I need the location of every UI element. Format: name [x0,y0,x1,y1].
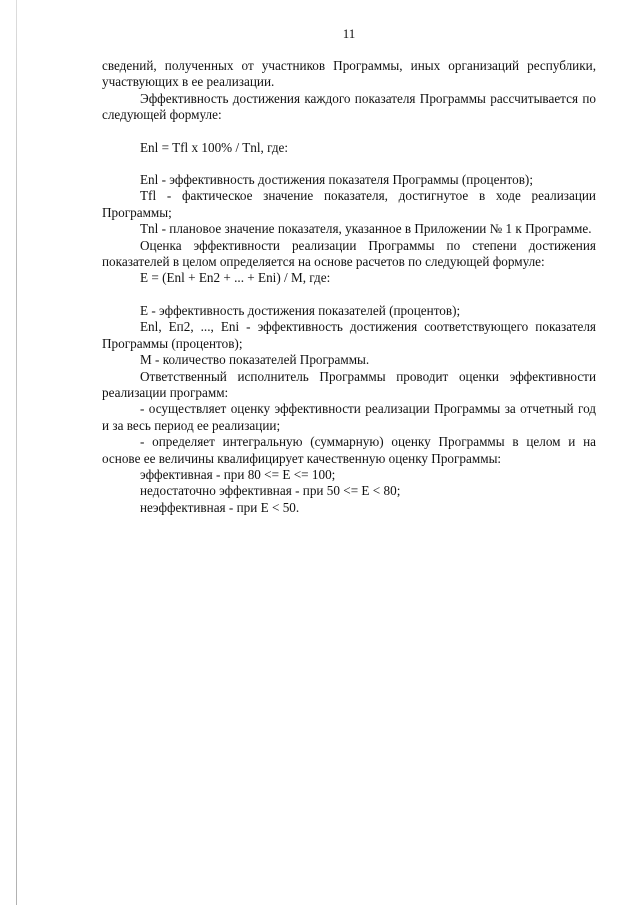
definition-tnl: Tnl - плановое значение показателя, указанное в Приложении № 1 к Программе. [140,221,592,237]
page-number: 11 [342,26,356,41]
formula-overall-efficiency: E = (Enl + En2 + ... + Eni) / M, где: [140,270,331,286]
formula-indicator-efficiency: Enl = Tfl x 100% / Tnl, где: [140,139,289,155]
scan-binding-edge [16,0,17,905]
definition-e: E - эффективность достижения показателей (процентов); [140,302,461,318]
blank-line [102,156,596,172]
blank-line [102,287,596,303]
list-item-annual-assessment: - осуществляет оценку эффективности реализации Программы за отчетный год и за весь период ее реализации; [102,401,596,433]
list-item-integral-assessment: - определяет интегральную (суммарную) оценку Программы в целом и на основе ее величины квалифицирует качественную оценку Программы: [102,434,596,466]
blank-line [102,124,596,140]
definition-eni: Enl, Eп2, ..., Eni - эффективность достижения соответствующего показателя Программы (процентов); [102,319,596,351]
paragraph-continuation: сведений, полученных от участников Программы, иных организаций республики, участвующих в ее реализации. [102,58,596,90]
definition-m: M - количество показателей Программы. [140,352,370,368]
grade-effective: эффективная - при 80 <= E <= 100; [140,466,336,482]
definition-tfl: Tfl - фактическое значение показателя, достигнутое в ходе реализации Программы; [102,188,596,220]
paragraph-responsible-executor: Ответственный исполнитель Программы проводит оценки эффективности реализации программ: [102,368,596,400]
grade-ineffective: неэффективная - при E < 50. [140,499,300,515]
grade-insufficient: недостаточно эффективная - при 50 <= E < 80; [140,483,401,499]
definition-enl: Enl - эффективность достижения показателя Программы (процентов); [140,172,533,188]
paragraph-formula-intro: Эффективность достижения каждого показателя Программы рассчитывается по следующей формуле: [102,90,596,123]
paragraph-overall-assessment: Оценка эффективности реализации Программы по степени достижения показателей в целом определяется на основе расчетов по следующей формуле: [102,237,596,270]
document-body [102,58,596,516]
